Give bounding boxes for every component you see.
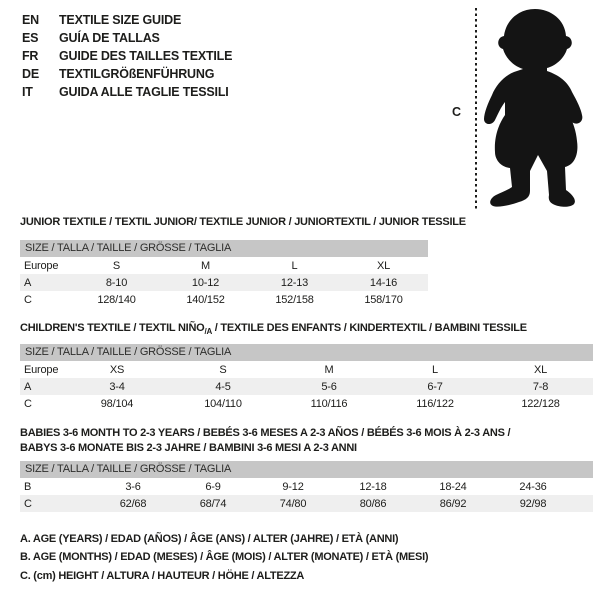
value-cell: 3-4: [109, 380, 125, 393]
value-cell: 6-7: [427, 380, 443, 393]
row-label-cell: A: [24, 380, 32, 393]
title-line-1: BABIES 3-6 MONTH TO 2-3 YEARS / BEBÉS 3-6 MESES A 2-3 AÑOS / BÉBÉS 3-6 MOIS À 2-3 ANS /: [20, 427, 511, 439]
language-row: [22, 29, 232, 47]
legend-footnotes: [20, 530, 428, 585]
size-cell: XL: [376, 259, 391, 272]
title-subscript: /A: [204, 327, 212, 337]
value-cell: 116/122: [416, 397, 454, 410]
value-cell: 12-18: [359, 480, 387, 493]
language-row: [22, 65, 232, 83]
title-line-2: BABYS 3-6 MONATE BIS 2-3 JAHRE / BAMBINI 3-6 MESI A 2-3 ANNI: [20, 442, 357, 454]
language-code: IT: [22, 85, 33, 99]
language-code: ES: [22, 31, 39, 45]
spacer-cell: [573, 495, 593, 512]
size-header-bar: SIZE / TALLA / TAILLE / GRÖSSE / TAGLIA: [20, 344, 593, 361]
junior-size-table: [20, 240, 428, 308]
language-title: TEXTILGRÖßENFÜHRUNG: [59, 67, 215, 81]
value-cell: 4-5: [215, 380, 231, 393]
value-cell: 110/116: [310, 397, 348, 410]
value-cell: 104/110: [204, 397, 242, 410]
value-cell: 3-6: [125, 480, 141, 493]
value-cell: 6-9: [205, 480, 221, 493]
language-row: [22, 83, 232, 101]
size-cell: M: [324, 363, 334, 376]
value-cell: 7-8: [532, 380, 549, 393]
value-cell: 10-12: [191, 276, 220, 289]
junior-section-title: JUNIOR TEXTILE / TEXTIL JUNIOR/ TEXTILE JUNIOR / JUNIORTEXTIL / JUNIOR TESSILE: [20, 216, 466, 228]
baby-silhouette-icon: [481, 5, 599, 211]
value-cell: 9-12: [282, 480, 304, 493]
row-label-cell: B: [24, 480, 32, 493]
title-text: CHILDREN'S TEXTILE / TEXTIL NIÑO: [20, 322, 205, 334]
table-row: [20, 291, 428, 308]
value-cell: 12-13: [280, 276, 309, 289]
size-cell: S: [112, 259, 121, 272]
size-cell: XL: [533, 363, 548, 376]
row-label-cell: C: [24, 293, 32, 306]
table-row: [20, 257, 428, 274]
value-cell: 62/68: [119, 497, 147, 510]
size-header-bar: SIZE / TALLA / TAILLE / GRÖSSE / TAGLIA: [20, 240, 428, 257]
spacer-cell: [573, 478, 593, 495]
language-title: TEXTILE SIZE GUIDE: [59, 13, 182, 27]
value-cell: 68/74: [199, 497, 227, 510]
footnote-age-months: B. AGE (MONTHS) / EDAD (MESES) / ÂGE (MOIS) / ALTER (MONATE) / ETÀ (MESI): [20, 551, 429, 564]
language-title: GUÍA DE TALLAS: [59, 31, 160, 45]
size-cell: M: [201, 259, 210, 272]
value-cell: 86/92: [439, 497, 467, 510]
value-cell: 74/80: [279, 497, 307, 510]
size-cell: L: [432, 363, 438, 376]
value-cell: 5-6: [321, 380, 337, 393]
value-cell: 24-36: [519, 480, 547, 493]
table-row: [20, 378, 593, 395]
height-dotted-line: [475, 8, 477, 209]
language-row: [22, 11, 232, 29]
value-cell: 92/98: [519, 497, 547, 510]
size-cell: L: [291, 259, 298, 272]
value-cell: 8-10: [105, 276, 128, 289]
language-code: DE: [22, 67, 39, 81]
babies-section-title: [20, 426, 510, 456]
value-cell: 122/128: [521, 397, 560, 410]
value-cell: 158/170: [364, 293, 403, 306]
size-cell: S: [219, 363, 227, 376]
row-label-cell: C: [24, 397, 32, 410]
value-cell: 140/152: [186, 293, 225, 306]
language-row: [22, 47, 232, 65]
children-size-table: [20, 344, 593, 412]
table-row: [20, 274, 428, 291]
footnote-height: C. (cm) HEIGHT / ALTURA / HAUTEUR / HÖHE / ALTEZZA: [20, 569, 305, 582]
table-row: [20, 495, 593, 512]
language-code: FR: [22, 49, 39, 63]
language-title: GUIDE DES TAILLES TEXTILE: [59, 49, 233, 63]
height-measure-label: C: [452, 105, 462, 119]
row-label-cell: Europe: [24, 259, 59, 272]
table-row: [20, 478, 593, 495]
babies-size-table: [20, 461, 593, 512]
value-cell: 14-16: [369, 276, 398, 289]
value-cell: 128/140: [97, 293, 136, 306]
row-label-cell: C: [24, 497, 32, 510]
children-section-title: [20, 321, 527, 339]
language-code: EN: [22, 13, 39, 27]
language-title-list: [22, 11, 232, 101]
value-cell: 152/158: [275, 293, 314, 306]
table-row: [20, 361, 593, 378]
row-label-cell: Europe: [24, 363, 59, 376]
size-header-bar: SIZE / TALLA / TAILLE / GRÖSSE / TAGLIA: [20, 461, 593, 478]
value-cell: 18-24: [439, 480, 467, 493]
value-cell: 98/104: [100, 397, 134, 410]
title-text: / TEXTILE DES ENFANTS / KINDERTEXTIL / BAMBINI TESSILE: [211, 322, 527, 334]
row-label-cell: A: [24, 276, 32, 289]
table-row: [20, 395, 593, 412]
footnote-age-years: A. AGE (YEARS) / EDAD (AÑOS) / ÂGE (ANS) / ALTER (JAHRE) / ETÀ (ANNI): [20, 533, 399, 545]
size-cell: XS: [109, 363, 125, 376]
language-title: GUIDA ALLE TAGLIE TESSILI: [59, 85, 229, 99]
value-cell: 80/86: [359, 497, 387, 510]
